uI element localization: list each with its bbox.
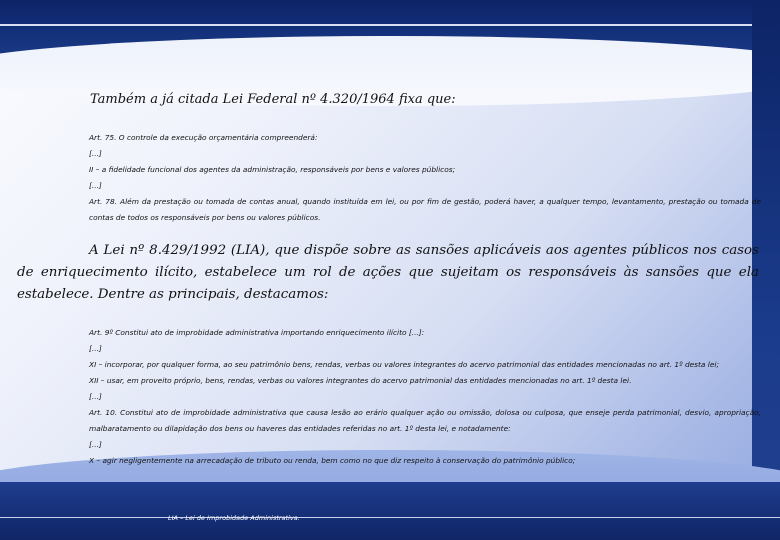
quote-line: Art. 9º Constitui ato de improbidade administrativa importando enriquecimento ilícito [...]: bbox=[89, 328, 425, 337]
quote-line: Art. 10. Constitui ato de improbidade administrativa que causa lesão ao erário qualquer ação ou omissão, dolosa ou culposa, que enseje perda patrimonial, desvio, apropriação, malbaratamento ou dilapidação dos bens ou haveres das entidades referidas no art. 1º desta lei, e notadamente: bbox=[89, 408, 761, 433]
quote-line: X – agir negligentemente na arrecadação de tributo ou renda, bem como no que diz respeito à conservação do patrimônio público; bbox=[89, 456, 576, 465]
quote-line: XI – incorporar, por qualquer forma, ao seu patrimônio bens, rendas, verbas ou valores integrantes do acervo patrimonial das entidades mencionadas no art. 1º desta lei; bbox=[89, 360, 719, 369]
quote-line: [...] bbox=[89, 181, 102, 190]
law-8429-quote bbox=[89, 325, 761, 469]
quote-line: [...] bbox=[89, 344, 102, 353]
quote-line: Art. 78. Além da prestação ou tomada de contas anual, quando instituída em lei, ou por fim de gestão, poderá haver, a qualquer tempo, levantamento, prestação ou tomada de contas de todos os responsáveis por bens ou valores públicos. bbox=[89, 197, 761, 222]
quote-line: [...] bbox=[89, 392, 102, 401]
quote-line: [...] bbox=[89, 149, 102, 158]
quote-line: XII – usar, em proveito próprio, bens, rendas, verbas ou valores integrantes do acervo patrimonial das entidades mencionadas no art. 1º desta lei. bbox=[89, 376, 632, 385]
bottom-decorative-line bbox=[0, 517, 780, 518]
footnote: LIA – Lei de Improbidade Administrativa. bbox=[168, 514, 300, 522]
quote-line: II – a fidelidade funcional dos agentes da administração, responsáveis por bens e valores públicos; bbox=[89, 165, 456, 174]
quote-line: Art. 75. O controle da execução orçamentária compreenderá: bbox=[89, 133, 318, 142]
bottom-decorative-band bbox=[0, 482, 780, 540]
law-4320-quote bbox=[89, 130, 761, 226]
lia-paragraph: A Lei nº 8.429/1992 (LIA), que dispõe sobre as sansões aplicáveis aos agentes públicos nos casos de enriquecimento ilícito, estabelece um rol de ações que sujeitam os responsáveis às sansões que ela estabelece. Dentre as principais, destacamos: bbox=[17, 243, 759, 302]
intro-sentence: Também a já citada Lei Federal nº 4.320/1964 fixa que: bbox=[90, 92, 456, 107]
quote-line: [...] bbox=[89, 440, 102, 449]
top-decorative-line bbox=[0, 24, 780, 26]
